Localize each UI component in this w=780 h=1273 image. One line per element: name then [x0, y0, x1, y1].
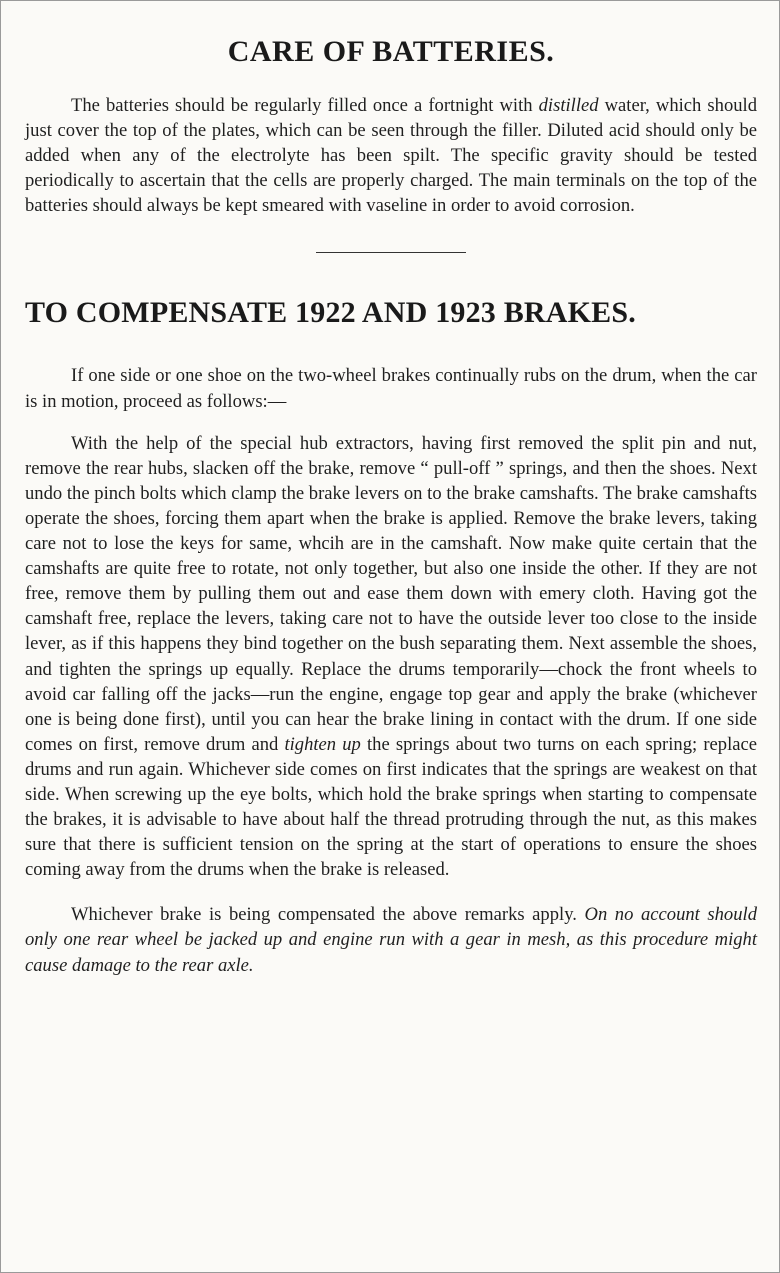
heading-care-of-batteries: CARE OF BATTERIES. — [227, 35, 555, 68]
paragraph-batteries — [25, 93, 757, 218]
paragraph-batteries-text-2: water, which should just cover the top of the plates, which can be seen through the filler. Diluted acid should only be added when any of the electrolyte has been spilt. The specific gravity should be tested periodically to ascertain that the cells are properly charged. The main terminals on the top of the batteries should always be kept smeared with vaseline in order to avoid corrosion. — [25, 95, 758, 217]
paragraph-brakes-procedure-text-1: With the help of the special hub extractors, having first removed the split pin and nut, remove the rear hubs, slacken off the brake, remove “ pull-off ” springs, and then the shoes. Next undo the pinch bolts which clamp the brake levers on to the brake camshafts. The brake camshafts operate the shoes, forcing them apart when the brake is applied. Remove the brake levers, taking care not to lose the keys for same, whcih are in the camshaft. Now make quite certain that the camshafts are quite free to rotate, not only together, but also one inside the other. If they are not free, remove them by pulling them out and ease them down with emery cloth. Having got the camshaft free, replace the levers, taking care not to have the outside lever too close to the inside lever, as if this happens they bind together on the bush separating them. Next assemble the shoes, and tighten the springs up equally. Replace the drums temporarily—chock the front wheels to avoid car falling off the jacks—run the engine, engage top gear and apply the brake (whichever one is being done first), until you can hear the brake lining in contact with the drum. If one side comes on first, remove drum and — [25, 432, 757, 755]
section-divider — [316, 252, 466, 253]
paragraph-batteries-text-1: The batteries should be regularly filled once a fortnight with — [71, 95, 539, 116]
paragraph-brakes-closing-warning: On no account should only one rear wheel be jacked up and engine run with a gear in mesh, as this procedure might cause damage to the rear axle. — [25, 904, 757, 976]
paragraph-brakes-procedure-italic: tighten up — [284, 733, 361, 755]
paragraph-brakes-procedure — [25, 431, 757, 883]
paragraph-batteries-italic: distilled — [538, 95, 599, 116]
paragraph-brakes-closing — [25, 902, 757, 977]
heading-compensate-brakes: TO COMPENSATE 1922 AND 1923 BRAKES. — [25, 296, 636, 330]
paragraph-brakes-closing-text: Whichever brake is being compensated the above remarks apply. — [71, 904, 585, 926]
paragraph-brakes-intro: If one side or one shoe on the two-wheel brakes continually rubs on the drum, when the car is in motion, proceed as follows:— — [25, 365, 757, 412]
paragraph-brakes-procedure-text-2: the springs about two turns on each spring; replace drums and run again. Whichever side comes on first indicates that the springs are weakest on that side. When screwing up the eye bolts, which hold the brake springs when starting to compensate the brakes, it is advisable to have about half the thread protruding through the nut, as this makes sure that there is sufficient tension on the spring at the start of operations to ensure the shoes coming away from the drums when the brake is released. — [25, 733, 757, 881]
page-content — [25, 29, 757, 978]
